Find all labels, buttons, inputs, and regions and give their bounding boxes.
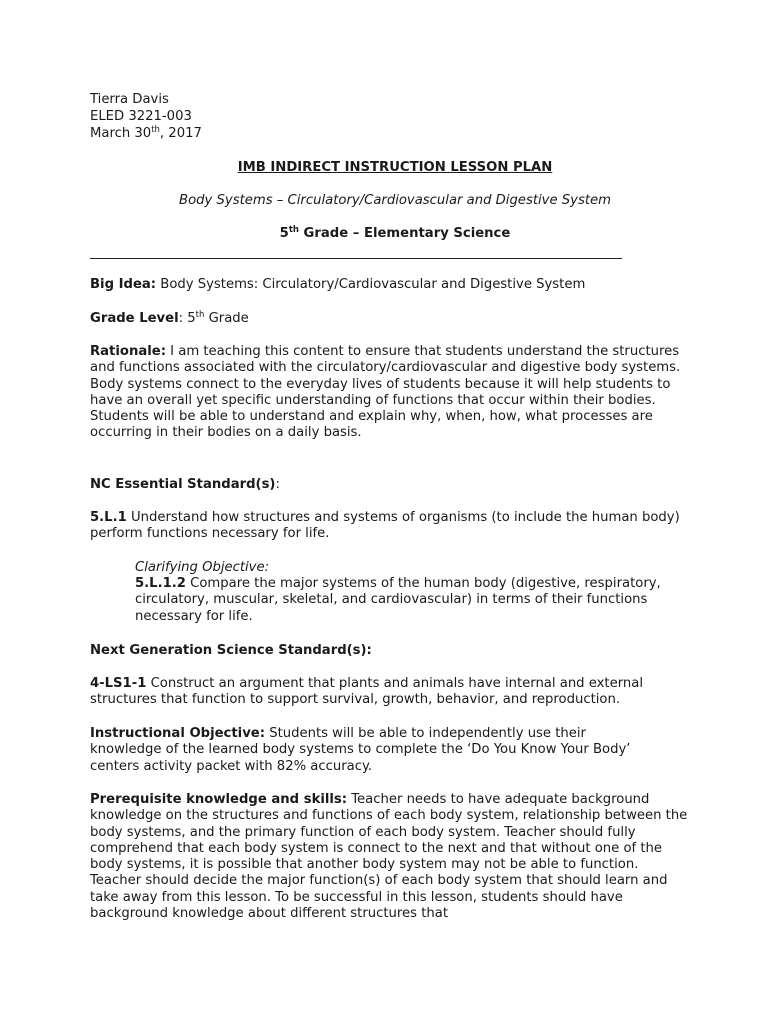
document-title: IMB INDIRECT INSTRUCTION LESSON PLAN — [237, 160, 553, 175]
nc-standard-5l1: 5.L.1 Understand how structures and systems of organisms (to include the human body) perform functions necessary for life. — [90, 510, 680, 542]
rationale: Rationale: I am teaching this content to ensure that students understand the structures and functions associated with the circulatory/cardiovascular and digestive body systems. Body systems connect to the everyday lives of students because it will help students to have an overall yet specific understanding of functions that occur within their bodies. Students will be able to understand and explain why, when, how, what processes are occurring in their bodies on a daily basis. — [90, 344, 681, 441]
nc-standards-heading: NC Essential Standard(s): — [90, 477, 280, 492]
grade-subject-heading: 5th Grade – Elementary Science — [279, 225, 511, 241]
grade-level: Grade Level: 5th Grade — [90, 310, 249, 326]
author-name: Tierra Davis — [90, 92, 169, 107]
clarifying-objective: 5.L.1.2 Compare the major systems of the human body (digestive, respiratory, circulatory, muscular, skeletal, and cardiovascular) in terms of their functions necessary for life. — [135, 576, 661, 624]
ngss-heading: Next Generation Science Standard(s): — [90, 643, 372, 658]
document-subtitle: Body Systems – Circulatory/Cardiovascular and Digestive System — [179, 193, 611, 208]
instructional-objective: Instructional Objective: Students will be able to independently use their knowledge of the learned body systems to complete the ‘Do You Know Your Body’ centers activity packet with 82% accuracy. — [90, 726, 631, 774]
horizontal-rule — [90, 258, 622, 259]
lesson-date: March 30th, 2017 — [90, 125, 202, 141]
big-idea: Big Idea: Body Systems: Circulatory/Cardiovascular and Digestive System — [90, 277, 586, 292]
course-code: ELED 3221-003 — [90, 109, 192, 124]
ngss-standard: 4-LS1-1 Construct an argument that plants and animals have internal and external structures that function to support survival, growth, behavior, and reproduction. — [90, 676, 644, 708]
prerequisite-knowledge: Prerequisite knowledge and skills: Teacher needs to have adequate background knowledge on the structures and functions of each body system, relationship between the body systems, and the primary function of each body system. Teacher should fully comprehend that each body system is connect to the next and that without one of the body systems, it is possible that another body system may not be able to function. Teacher should decide the major function(s) of each body system that should learn and take away from this lesson. To be successful in this lesson, students should have background knowledge about different structures that — [90, 792, 688, 922]
clarifying-objective-label: Clarifying Objective: — [135, 560, 270, 575]
